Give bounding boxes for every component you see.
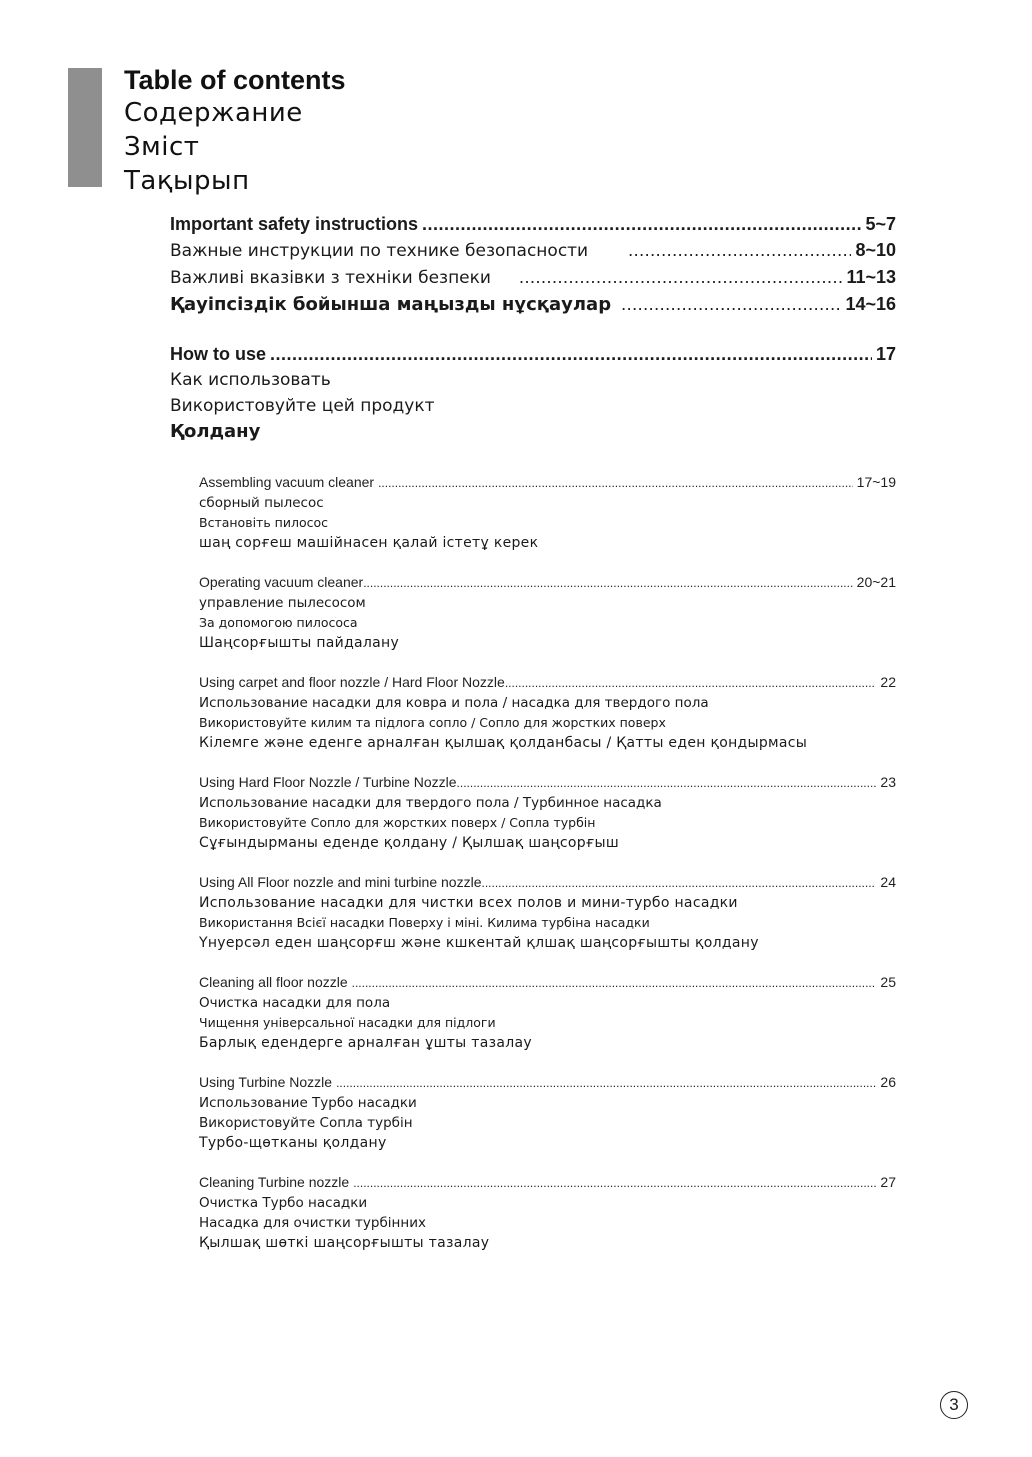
page-ref: 20~21 bbox=[856, 574, 896, 590]
dot-leader bbox=[378, 473, 853, 493]
page-ref: 17~19 bbox=[856, 474, 896, 490]
title-ru: Содержание bbox=[124, 98, 303, 128]
toc-entry-uk: Чищення універсальної насадки для підлоги bbox=[199, 1015, 496, 1030]
toc-entry-en-label: Cleaning Turbine nozzle bbox=[199, 1174, 350, 1190]
dot-leader bbox=[422, 211, 861, 237]
dot-leader bbox=[519, 264, 842, 290]
toc-entry-en[interactable] bbox=[199, 672, 896, 693]
page-ref: 5~7 bbox=[865, 214, 896, 234]
toc-how-to-use-section bbox=[170, 341, 896, 445]
toc-entry-kk: Турбо-щөтканы қолдану bbox=[199, 1135, 387, 1151]
toc-safety-ru-label: Важные инструкции по технике безопасности bbox=[170, 241, 589, 261]
title-kk: Тақырып bbox=[124, 166, 250, 196]
toc-entry-ru: Использование насадки для твердого пола / Турбинное насадка bbox=[199, 795, 662, 811]
toc-entry-kk: Кілемге және еденге арналған қылшақ қолданбасы / Қатты еден қондырмасы bbox=[199, 735, 808, 751]
dot-leader bbox=[270, 341, 872, 367]
toc-how-to-use-ru: Как использовать bbox=[170, 370, 331, 390]
toc-entry bbox=[199, 872, 896, 953]
page-ref: 17 bbox=[875, 344, 896, 364]
toc-entry-kk: шаң сорғеш машійнасен қалай істетұ керек bbox=[199, 535, 539, 551]
dot-leader bbox=[457, 773, 877, 793]
toc-safety-section bbox=[170, 211, 896, 318]
toc-safety-ru[interactable] bbox=[170, 237, 896, 264]
page-ref: 25 bbox=[880, 974, 896, 990]
dot-leader bbox=[353, 1173, 876, 1193]
dot-leader bbox=[336, 1073, 876, 1093]
toc-safety-en[interactable] bbox=[170, 211, 896, 237]
toc-entry-en[interactable] bbox=[199, 872, 896, 893]
toc-entry bbox=[199, 472, 896, 553]
toc-entry-en-label: Operating vacuum cleaner bbox=[199, 574, 364, 590]
toc-entry-ru: Использование Турбо насадки bbox=[199, 1095, 417, 1111]
toc-entry-en-label: Assembling vacuum cleaner bbox=[199, 474, 375, 490]
toc-entry-en[interactable] bbox=[199, 772, 896, 793]
page-ref: 11~13 bbox=[846, 267, 896, 287]
dot-leader bbox=[481, 873, 876, 893]
toc-entry-en-label: Using All Floor nozzle and mini turbine nozzle bbox=[199, 874, 482, 890]
toc-safety-uk-label: Важливі вказівки з техніки безпеки bbox=[170, 268, 491, 288]
toc-entry-kk: Шаңсорғышты пайдалану bbox=[199, 635, 400, 651]
page-number: 3 bbox=[940, 1391, 968, 1419]
toc-entry bbox=[199, 572, 896, 653]
toc-how-to-use-uk: Використовуйте цей продукт bbox=[170, 396, 435, 416]
toc-entry-en[interactable] bbox=[199, 1172, 896, 1193]
toc-entry bbox=[199, 1072, 896, 1153]
toc-entry-uk: Насадка для очистки турбінних bbox=[199, 1215, 426, 1231]
toc-entry-uk: Використання Всієї насадки Поверху і міні. Килима турбіна насадки bbox=[199, 915, 650, 930]
toc-entry-en-label: Using carpet and floor nozzle / Hard Floor Nozzle bbox=[199, 674, 505, 690]
title-uk: Зміст bbox=[124, 132, 200, 162]
page-title bbox=[124, 64, 346, 198]
dot-leader bbox=[352, 973, 877, 993]
toc-entry-ru: Очистка насадки для пола bbox=[199, 995, 391, 1011]
toc-entry-en[interactable] bbox=[199, 572, 896, 593]
toc-entry-en[interactable] bbox=[199, 972, 896, 993]
toc-entry-uk: Встановіть пилосос bbox=[199, 515, 328, 530]
title-en: Table of contents bbox=[124, 65, 346, 95]
toc-entry-kk: Барлық едендерге арналған ұшты тазалау bbox=[199, 1035, 532, 1051]
toc-safety-kk[interactable] bbox=[170, 291, 896, 318]
dot-leader bbox=[621, 291, 841, 317]
toc-entry-ru: Очистка Турбо насадки bbox=[199, 1195, 368, 1211]
toc-entry bbox=[199, 972, 896, 1053]
page-ref: 24 bbox=[880, 874, 896, 890]
toc-how-to-use-kk: Қолдану bbox=[170, 421, 261, 442]
toc-entry-uk: Використовуйте Сопло для жорстких поверх / Сопла турбін bbox=[199, 815, 596, 830]
toc-entry-ru: управление пылесосом bbox=[199, 595, 366, 611]
toc-entry bbox=[199, 772, 896, 853]
toc-entry bbox=[199, 672, 896, 753]
toc-how-to-use-en-label: How to use bbox=[170, 344, 267, 364]
toc-entry-ru: Использование насадки для чистки всех полов и мини-турбо насадки bbox=[199, 895, 738, 911]
toc-entry-ru: Использование насадки для ковра и пола / насадка для твердого пола bbox=[199, 695, 709, 711]
dot-leader bbox=[628, 237, 851, 263]
toc-entry-en[interactable] bbox=[199, 472, 896, 493]
page-ref: 14~16 bbox=[845, 294, 896, 314]
toc-entry-kk: Қылшақ шөткі шаңсорғышты тазалау bbox=[199, 1235, 490, 1251]
toc-safety-uk[interactable] bbox=[170, 264, 896, 291]
page-ref: 27 bbox=[880, 1174, 896, 1190]
toc-entry-kk: Сұғындырманы еденде қолдану / Қылшақ шаңсорғыш bbox=[199, 835, 619, 851]
toc-safety-kk-label: Қауіпсіздік бойынша маңызды нұсқаулар bbox=[170, 294, 612, 315]
toc-entry-uk: За допомогою пилососа bbox=[199, 615, 358, 630]
page-ref: 22 bbox=[880, 674, 896, 690]
toc-entry-en-label: Cleaning all floor nozzle bbox=[199, 974, 348, 990]
page-ref: 8~10 bbox=[855, 240, 896, 260]
dot-leader bbox=[505, 673, 877, 693]
toc-entry bbox=[199, 1172, 896, 1253]
toc-how-to-use-en[interactable] bbox=[170, 341, 896, 367]
toc-entry-en-label: Using Turbine Nozzle bbox=[199, 1074, 333, 1090]
dot-leader bbox=[363, 573, 852, 593]
toc-entry-uk: Використовуйте Сопла турбін bbox=[199, 1115, 413, 1131]
toc-entry-ru: сборный пылесос bbox=[199, 495, 324, 511]
header-accent-bar bbox=[68, 68, 102, 187]
toc-entry-uk: Використовуйте килим та підлога сопло / Сопло для жорстких поверх bbox=[199, 715, 666, 730]
page-ref: 23 bbox=[880, 774, 896, 790]
toc-entry-en-label: Using Hard Floor Nozzle / Turbine Nozzle bbox=[199, 774, 457, 790]
toc-entry-kk: Үнуерсәл еден шаңсорғш және кшкентай қлшақ шаңсорғышты қолдану bbox=[199, 935, 759, 951]
page-ref: 26 bbox=[880, 1074, 896, 1090]
toc-safety-en-label: Important safety instructions bbox=[170, 214, 419, 234]
toc-entry-en[interactable] bbox=[199, 1072, 896, 1093]
